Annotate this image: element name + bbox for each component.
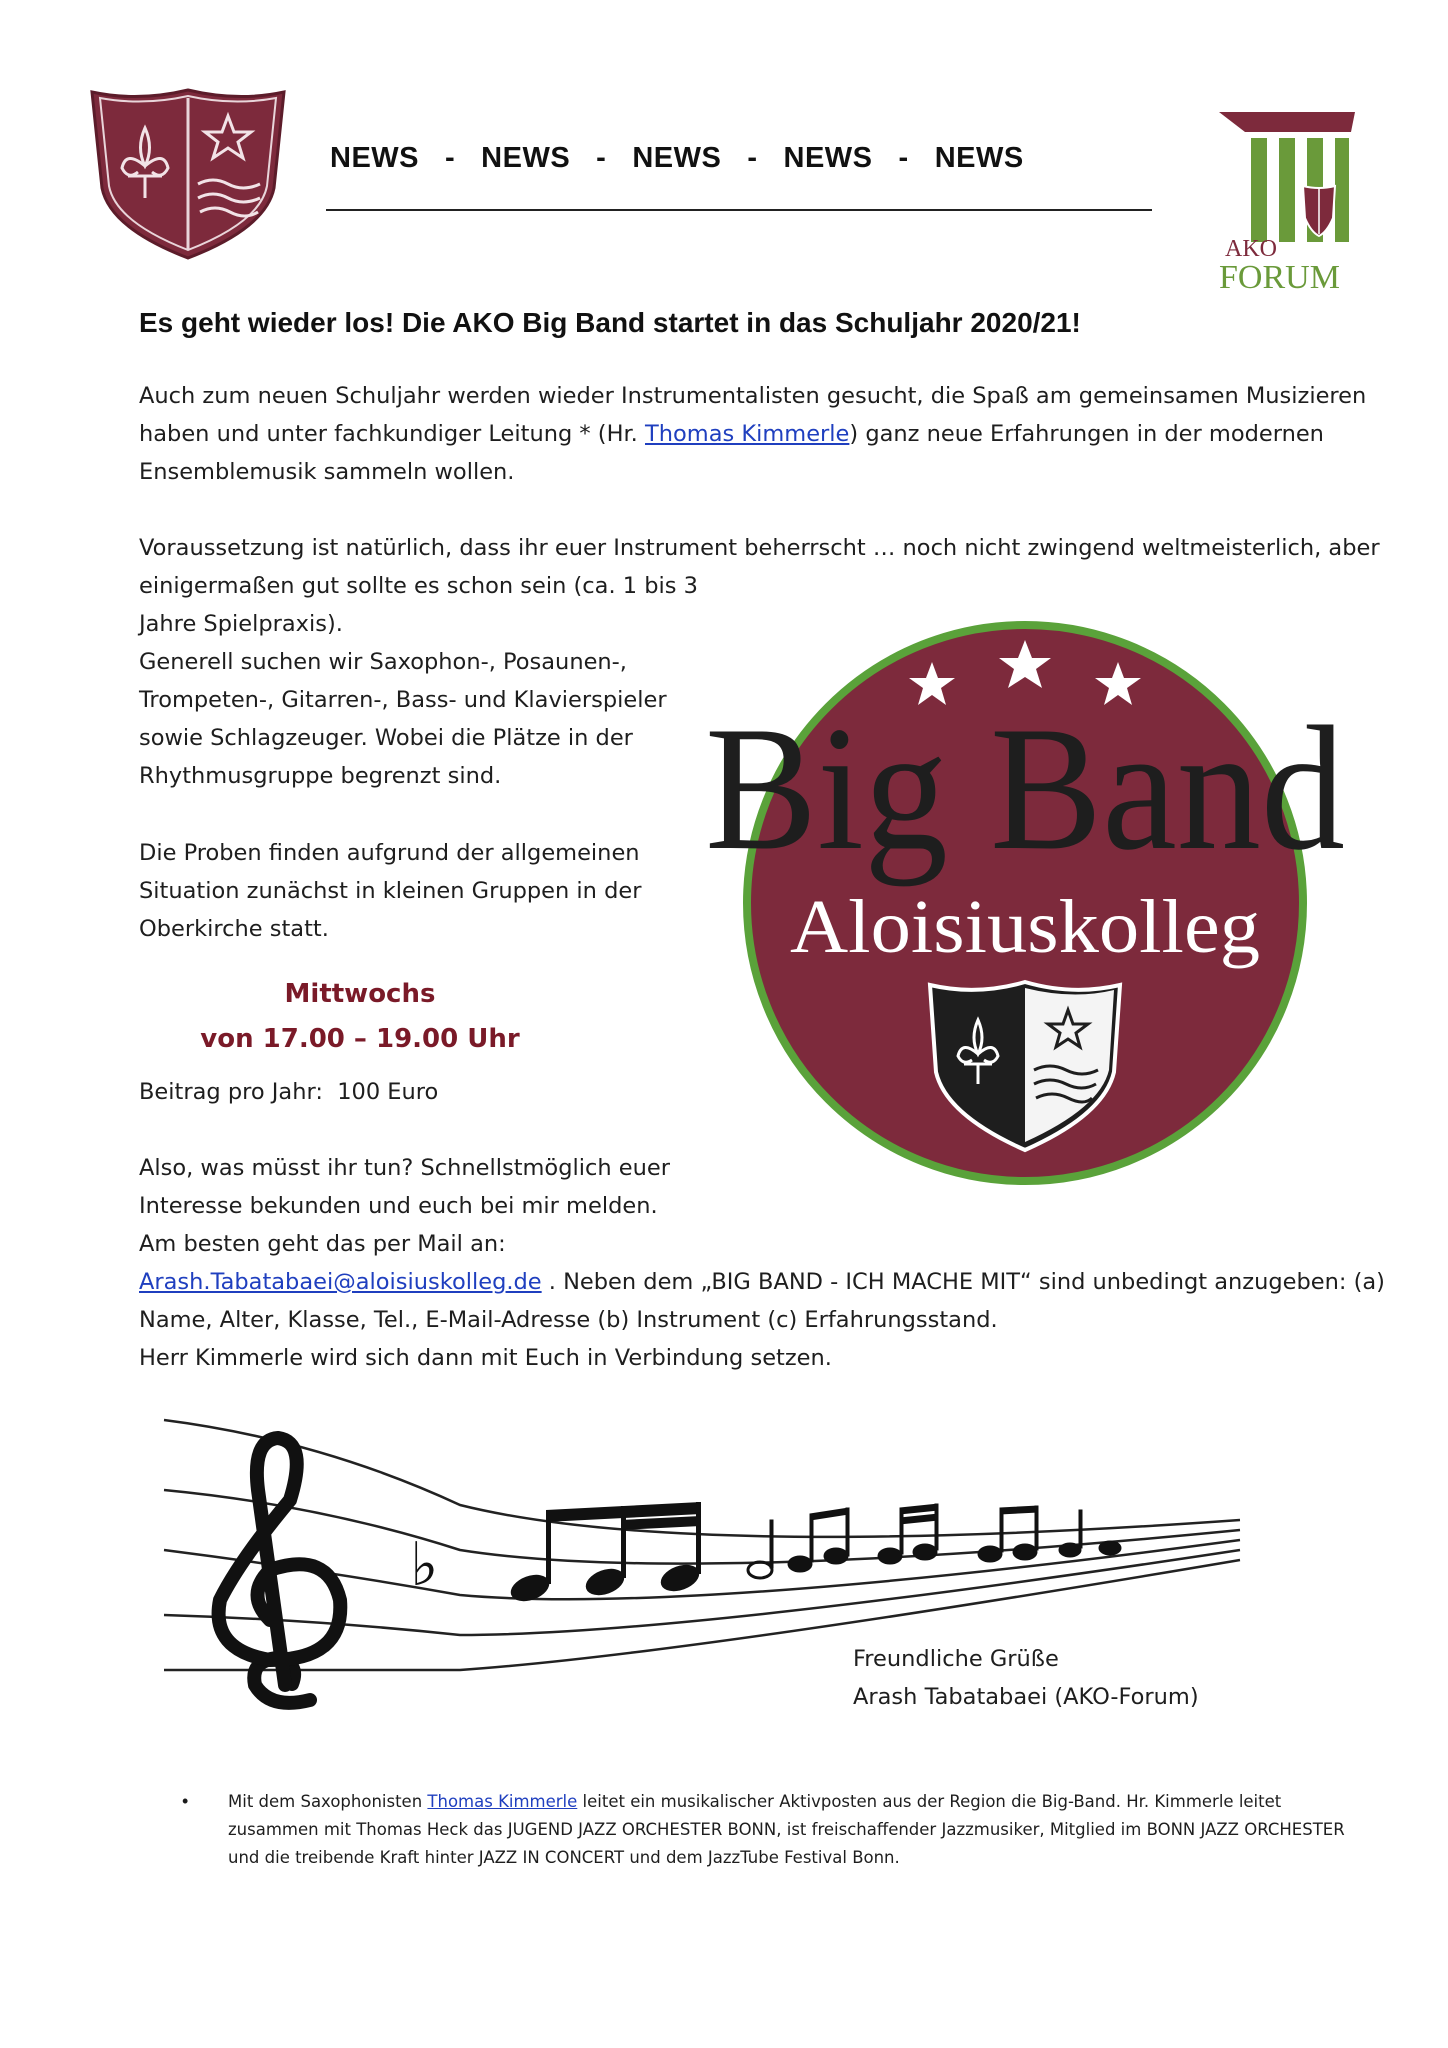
requirements-paragraph	[139, 567, 699, 795]
news-label: NEWS	[330, 142, 419, 174]
header-divider	[326, 209, 1152, 211]
rehearsal-time: von 17.00 – 19.00 Uhr	[200, 1024, 520, 1054]
forum-logo-forum: FORUM	[1219, 259, 1340, 294]
rehearsal-day: Mittwochs	[284, 979, 436, 1009]
intro-paragraph	[139, 377, 1369, 491]
news-banner	[330, 142, 1150, 175]
contact-email-line	[139, 1263, 1385, 1301]
contact-line3: Am besten geht das per Mail an:	[139, 1231, 506, 1257]
closing-greeting	[853, 1640, 1199, 1716]
ako-forum-logo	[1215, 108, 1365, 294]
headline: Es geht wieder los! Die AKO Big Band startet in das Schuljahr 2020/21!	[139, 307, 1081, 338]
requirements-line1: Voraussetzung ist natürlich, dass ihr euer Instrument beherrscht … noch nicht zwingend weltmeisterlich, aber	[139, 535, 1380, 561]
forum-logo-ako: AKO	[1225, 236, 1277, 262]
news-separator: -	[445, 142, 456, 174]
news-label: NEWS	[481, 142, 571, 174]
news-label: NEWS	[632, 142, 722, 174]
contact-line6: Herr Kimmerle wird sich dann mit Euch in Verbindung setzen.	[139, 1345, 832, 1371]
thomas-kimmerle-link[interactable]: Thomas Kimmerle	[645, 421, 850, 447]
contact-paragraph	[139, 1149, 1385, 1377]
school-crest-logo	[88, 88, 288, 262]
treble-clef-icon	[219, 1438, 341, 1703]
contact-instructions: . Neben dem „BIG BAND - ICH MACHE MIT“ sind unbedingt anzugeben: (a)	[541, 1269, 1385, 1295]
intro-text-start: Auch zum neuen Schuljahr werden wieder Instrumentalisten gesucht, die Spaß am gemeinsamen Musizieren haben und unter fachkundiger Leitung * (Hr.	[139, 383, 1367, 447]
big-band-title: Big Band	[705, 689, 1345, 887]
contact-line1: Also, was müsst ihr tun? Schnellstmöglich euer	[139, 1155, 670, 1181]
annual-fee: Beitrag pro Jahr: 100 Euro	[139, 1079, 439, 1105]
footnote-kimmerle-link[interactable]: Thomas Kimmerle	[427, 1792, 578, 1811]
footnote	[228, 1788, 1358, 1872]
signature-name: Arash Tabatabaei (AKO-Forum)	[853, 1684, 1199, 1710]
contact-line5: Name, Alter, Klasse, Tel., E-Mail-Adresse (b) Instrument (c) Erfahrungsstand.	[139, 1307, 998, 1333]
news-label: NEWS	[783, 142, 873, 174]
footnote-text-end: leitet ein musikalischer Aktivposten aus der Region die Big-Band. Hr. Kimmerle leitet zusammen mit Thomas Heck das JUGEND JAZZ ORCHESTER BONN, ist freischaffender Jazzmusiker, Mitglied im BONN JAZZ ORCHESTER und die treibende Kraft hinter JAZZ IN CONCERT und dem JazzTube Festival Bonn.	[228, 1792, 1345, 1867]
news-separator: -	[898, 142, 909, 174]
aloisiuskolleg-title: Aloisiuskolleg	[790, 885, 1260, 969]
news-label: NEWS	[934, 142, 1024, 174]
news-separator: -	[747, 142, 758, 174]
intro-text-end: ) ganz neue Erfahrungen in der modernen Ensemblemusik sammeln wollen.	[139, 421, 1324, 485]
rehearsal-schedule	[150, 972, 570, 1062]
news-separator: -	[596, 142, 607, 174]
footnote-bullet: •	[182, 1791, 189, 1811]
email-link[interactable]: Arash.Tabatabaei@aloisiuskolleg.de	[139, 1269, 542, 1295]
svg-text:♭: ♭	[410, 1530, 439, 1600]
big-band-logo	[700, 610, 1350, 1190]
instruments-text: Generell suchen wir Saxophon-, Posaunen-, Trompeten-, Gitarren-, Bass- und Klavierspieler sowie Schlagzeuger. Wobei die Plätze in der Rhythmusgruppe begrenzt sind.	[139, 649, 667, 789]
rehearsal-paragraph: Die Proben finden aufgrund der allgemeinen Situation zunächst in kleinen Gruppen in der Oberkirche statt.	[139, 840, 642, 942]
footnote-text-start: Mit dem Saxophonisten	[228, 1792, 428, 1811]
greeting-line: Freundliche Grüße	[853, 1646, 1059, 1672]
contact-line2: Interesse bekunden und euch bei mir melden.	[139, 1193, 658, 1219]
requirements-text: einigermaßen gut sollte es schon sein (ca. 1 bis 3 Jahre Spielpraxis).	[139, 573, 698, 637]
